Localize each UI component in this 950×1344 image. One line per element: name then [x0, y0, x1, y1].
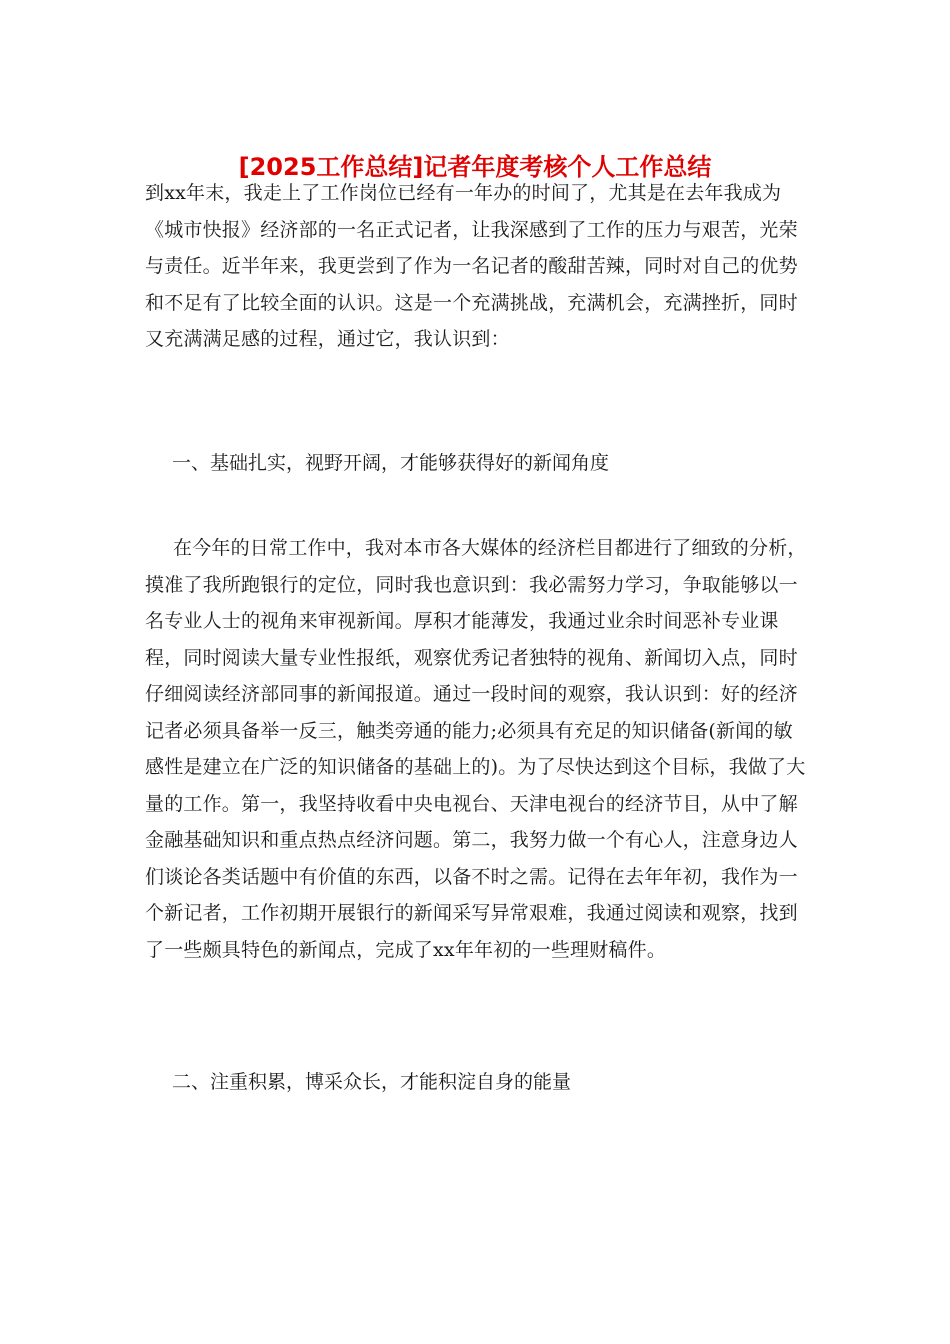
section-1-body: 在今年的日常工作中，我对本市各大媒体的经济栏目都进行了细致的分析，摸准了我所跑银行的定位，同时我也意识到：我必需努力学习，争取能够以一名专业人士的视角来审视新闻。厚积才能薄发，我通过业余时间恶补专业课程，同时阅读大量专业性报纸，观察优秀记者独特的视角、新闻切入点，同时仔细阅读经济部同事的新闻报道。通过一段时间的观察，我认识到：好的经济记者必须具备举一反三，触类旁通的能力;必须具有充足的知识储备(新闻的敏感性是建立在广泛的知识储备的基础上的)。为了尽快达到这个目标，我做了大量的工作。第一，我坚持收看中央电视台、天津电视台的经济节目，从中了解金融基础知识和重点热点经济问题。第二，我努力做一个有心人，注意身边人们谈论各类话题中有价值的东西，以备不时之需。记得在去年年初，我作为一个新记者，工作初期开展银行的新闻采写异常艰难，我通过阅读和观察，找到了一些颇具特色的新闻点，完成了xx年年初的一些理财稿件。 [145, 537, 807, 961]
intro-paragraph: 到xx年末，我走上了工作岗位已经有一年办的时间了，尤其是在去年我成为《城市快报》经济部的一名正式记者，让我深感到了工作的压力与艰苦，光荣与责任。近半年来，我更尝到了作为一名记者的酸甜苦辣，同时对自己的优势和不足有了比较全面的认识。这是一个充满挑战，充满机会，充满挫折，同时又充满满足感的过程，通过它，我认识到： [145, 182, 798, 350]
section-1-heading: 一、基础扎实，视野开阔，才能够获得好的新闻角度 [172, 452, 610, 474]
document-title: [2025工作总结]记者年度考核个人工作总结 [238, 153, 712, 181]
section-2-heading: 二、注重积累，博采众长，才能积淀自身的能量 [172, 1071, 572, 1093]
